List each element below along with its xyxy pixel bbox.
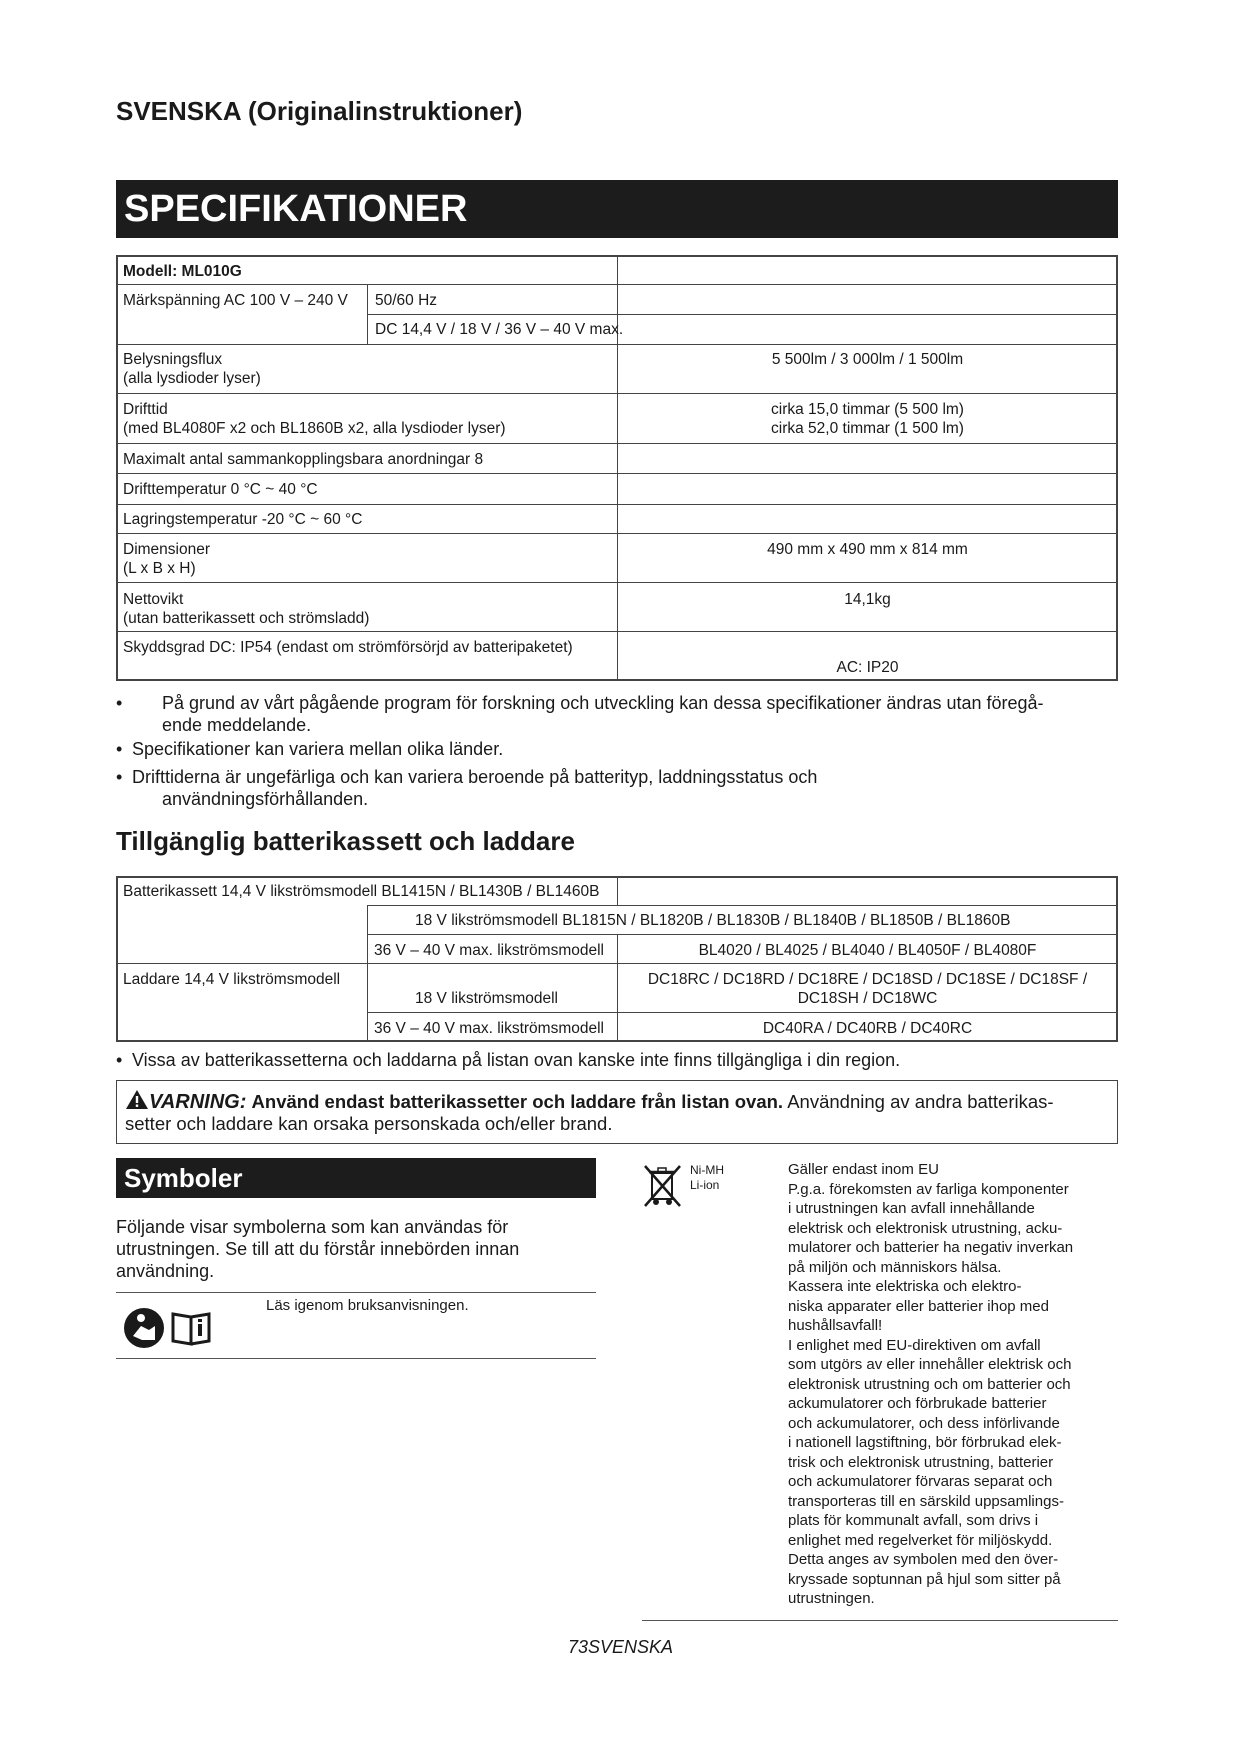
- note-bullet: •: [116, 767, 123, 787]
- battery-36v-label: 36 V – 40 V max. likströmsmodell: [374, 942, 605, 959]
- note-bullet: •: [116, 739, 123, 759]
- battery-36v-models: BL4020 / BL4025 / BL4040 / BL4050F / BL4080F: [698, 942, 1037, 959]
- lumen-value: 5 500lm / 3 000lm / 1 500lm: [771, 351, 964, 368]
- spec-section-title: SPECIFIKATIONER: [116, 180, 1118, 238]
- dimensions-value: 490 mm x 490 mm x 814 mm: [767, 541, 968, 558]
- language-header: SVENSKA (Originalinstruktioner): [116, 96, 523, 126]
- warning-triangle-icon: [125, 1089, 149, 1110]
- model-name: Modell: ML010G: [123, 263, 242, 280]
- operating-temperature: Drifttemperatur 0 °C ~ 40 °C: [123, 481, 318, 498]
- protection-dc: Skyddsgrad DC: IP54 (endast om strömförsörjd av batteripaketet): [123, 639, 573, 656]
- read-manual-text: Läs igenom bruksanvisningen.: [266, 1297, 469, 1314]
- note-runtime-line2: användningsförhållanden.: [162, 789, 369, 809]
- note-runtime-line1: Drifttiderna är ungefärliga och kan variera beroende på batterityp, laddningsstatus och: [132, 767, 818, 787]
- crossed-bin-icon: [642, 1163, 684, 1209]
- battery-14v-models: Batterikassett 14,4 V likströmsmodell BL1415N / BL1430B / BL1460B: [123, 883, 600, 900]
- charger-36v-models: DC40RA / DC40RB / DC40RC: [762, 1020, 973, 1037]
- runtime-label: Drifttid (med BL4080F x2 och BL1860B x2, alla lysdioder lyser): [123, 401, 506, 437]
- battery-availability-note: Vissa av batterikassetterna och laddarna på listan ovan kanske inte finns tillgängliga i din region.: [132, 1050, 901, 1070]
- battery-section-title: Tillgänglig batterikassett och laddare: [116, 826, 575, 856]
- charger-14v-label: Laddare 14,4 V likströmsmodell: [123, 971, 341, 988]
- protection-ac: AC: IP20: [836, 659, 899, 676]
- eu-disposal-text: Gäller endast inom EU P.g.a. förekomsten av farliga komponenter i utrustningen kan avfall innehållande elektrisk och elektronisk utrustning, acku- mulatorer och batterier ha negativ inverkan på miljön och människors hälsa. Kassera inte elektriska och elektro- niska apparater eller batterier ihop med hushållsavfall! I enlighet med EU-direktiven om avfall som utgörs av eller innehåller elektrisk och elektronisk utrustning och om batterier och ackumulatorer och förbrukade batterier och ackumulatorer, och dess införlivande i nationell lagstiftning, bör förbrukad elek- trisk och elektronisk utrustning, batterier och ackumulatorer förvaras separat och transporteras till en särskild uppsamlings- plats för kommunalt avfall, som drivs i enlighet med regelverket för miljöskydd. Detta anges av symbolen med den över- kryssade soptunnan på hjul som sitter på utrustningen.: [788, 1161, 1074, 1607]
- note-bullet: •: [116, 1050, 123, 1070]
- storage-temperature: Lagringstemperatur -20 °C ~ 60 °C: [123, 511, 363, 528]
- rated-voltage: Märkspänning AC 100 V – 240 V: [123, 292, 348, 309]
- warning-strong-text: Använd endast batterikassetter och laddare från listan ovan.: [251, 1091, 784, 1112]
- note-countries: Specifikationer kan variera mellan olika länder.: [132, 739, 504, 759]
- warning-text-1: Användning av andra batterikas-: [787, 1091, 1054, 1112]
- read-manual-icon: [122, 1306, 226, 1350]
- runtime-value: cirka 15,0 timmar (5 500 lm) cirka 52,0 timmar (1 500 lm): [771, 401, 964, 437]
- charger-18v-label: 18 V likströmsmodell: [415, 990, 558, 1007]
- dimensions-label: Dimensioner (L x B x H): [123, 541, 211, 577]
- symbols-title: Symboler: [116, 1158, 596, 1198]
- warning-box: [116, 1080, 1118, 1144]
- charger-18v-models: DC18RC / DC18RD / DC18RE / DC18SD / DC18SE / DC18SF / DC18SH / DC18WC: [647, 971, 1088, 1007]
- weight-label: Nettovikt (utan batterikassett och strömsladd): [123, 591, 370, 627]
- symbols-intro: Följande visar symbolerna som kan användas för utrustningen. Se till att du förstår innebörden innan användning.: [116, 1217, 520, 1281]
- warning-label: VARNING:: [149, 1091, 247, 1113]
- note-rd-line1: På grund av vårt pågående program för forskning och utveckling kan dessa specifikationer ändras utan föregå-: [162, 693, 1044, 713]
- charger-36v-label: 36 V – 40 V max. likströmsmodell: [374, 1020, 605, 1037]
- note-rd-line2: ende meddelande.: [162, 715, 312, 735]
- warning-text-2: setter och laddare kan orsaka personskada och/eller brand.: [125, 1113, 613, 1134]
- rated-ac-frequency: 50/60 Hz: [375, 292, 438, 309]
- page-footer: 73SVENSKA: [567, 1637, 674, 1657]
- battery-type-labels: Ni-MH Li-ion: [690, 1163, 724, 1192]
- lumen-label: Belysningsflux (alla lysdioder lyser): [123, 351, 261, 387]
- note-bullet: •: [116, 693, 123, 713]
- max-devices: Maximalt antal sammankopplingsbara anordningar 8: [123, 451, 484, 468]
- rated-dc-voltage: DC 14,4 V / 18 V / 36 V – 40 V max.: [375, 321, 624, 338]
- weight-value: 14,1kg: [844, 591, 891, 608]
- battery-18v-models: 18 V likströmsmodell BL1815N / BL1820B / BL1830B / BL1840B / BL1850B / BL1860B: [415, 912, 1011, 929]
